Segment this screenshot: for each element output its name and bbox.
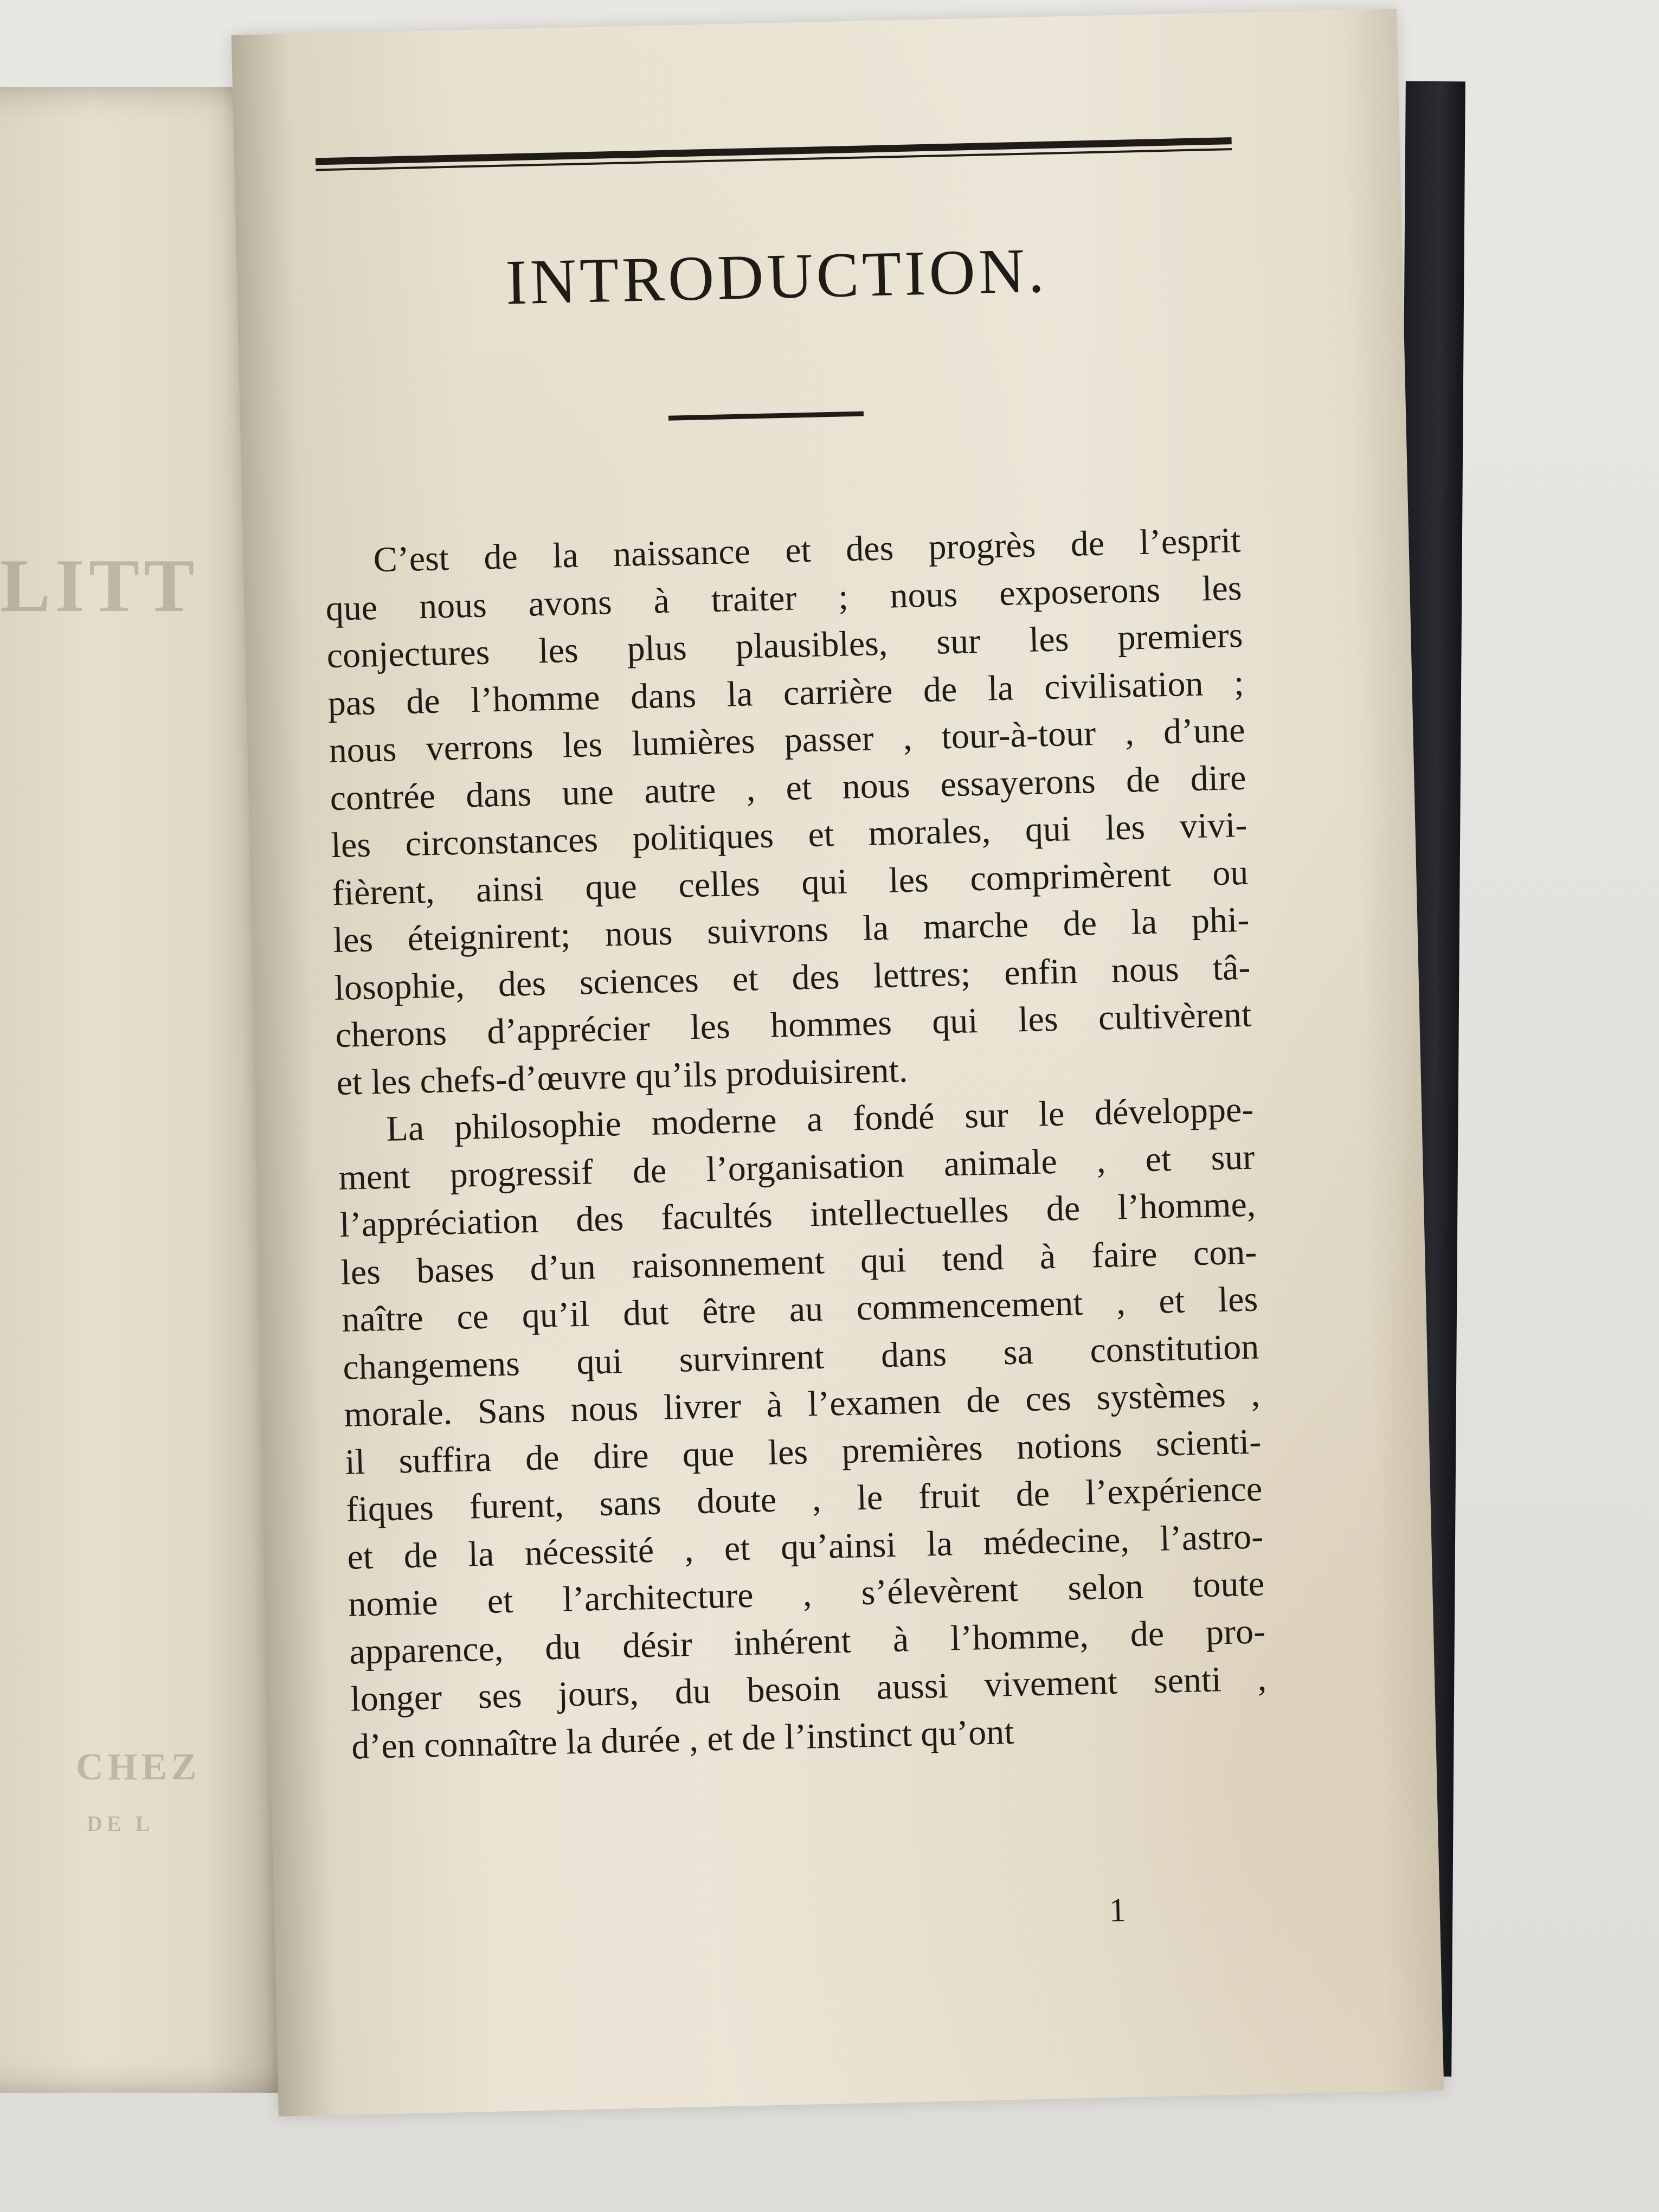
text-line: contrée dans une autre , et nous essayerons de dire: [329, 757, 1247, 818]
left-page-bleed-text: CHEZ: [76, 1746, 201, 1788]
text-line: conjectures les plus plausibles, sur les premiers: [326, 615, 1244, 676]
text-line: apparence, du désir inhérent à l’homme, de pro-: [349, 1611, 1266, 1672]
text-line: C’est de la naissance et des progrès de l’esprit: [372, 520, 1242, 580]
text-line: fiques furent, sans doute , le fruit de l’expérience: [345, 1469, 1263, 1529]
page-title: INTRODUCTION.: [505, 234, 1048, 318]
title-separator-rule: [668, 411, 864, 421]
text-line: et les chefs-d’œuvre qu’ils produisirent.: [336, 1050, 909, 1103]
text-line: cherons d’apprécier les hommes qui les cultivèrent: [335, 994, 1252, 1055]
left-page-bleed-text: DE L: [87, 1811, 155, 1836]
text-line: La philosophie moderne a fondé sur le développe-: [385, 1089, 1254, 1149]
text-line: losophie, des sciences et des lettres; enfin nous tâ-: [333, 947, 1251, 1008]
text-line: pas de l’homme dans la carrière de la civilisation ;: [327, 663, 1245, 723]
text-line: naître ce qu’il dut être au commencement , et les: [341, 1279, 1258, 1340]
text-line: les éteignirent; nous suivrons la marche de la phi-: [332, 899, 1250, 961]
text-line: longer ses jours, du besoin aussi vivement senti ,: [350, 1658, 1267, 1719]
page-number: 1: [1108, 1892, 1127, 1930]
text-line: les circonstances politiques et morales, qui les vivi-: [330, 805, 1248, 866]
text-line: l’appréciation des facultés intellectuelles de l’homme,: [339, 1184, 1256, 1245]
text-line: morale. Sans nous livrer à l’examen de ces systèmes ,: [343, 1374, 1261, 1435]
text-line: nous verrons les lumières passer , tour-à-tour , d’une: [328, 710, 1246, 771]
text-line: fièrent, ainsi que celles qui les comprimèrent ou: [331, 852, 1249, 913]
body-text: [324, 517, 1268, 1771]
header-double-rule: [316, 137, 1232, 174]
text-line: changemens qui survinrent dans sa constitution: [342, 1327, 1259, 1387]
right-page: [232, 9, 1444, 2117]
text-line: les bases d’un raisonnement qui tend à faire con-: [340, 1232, 1257, 1293]
text-line: il suffira de dire que les premières notions scienti-: [344, 1421, 1262, 1482]
text-line: ment progressif de l’organisation animale , et sur: [338, 1137, 1255, 1198]
text-line: nomie et l’architecture , s’élevèrent selon toute: [348, 1564, 1265, 1624]
text-line: et de la nécessité , et qu’ainsi la médecine, l’astro-: [346, 1516, 1264, 1577]
left-page-bleed-text: LITT: [0, 544, 199, 628]
text-line: que nous avons à traiter ; nous exposerons les: [325, 568, 1243, 628]
page-content: [316, 137, 1267, 1930]
text-line: d’en connaître la durée , et de l’instinct qu’ont: [351, 1712, 1015, 1767]
